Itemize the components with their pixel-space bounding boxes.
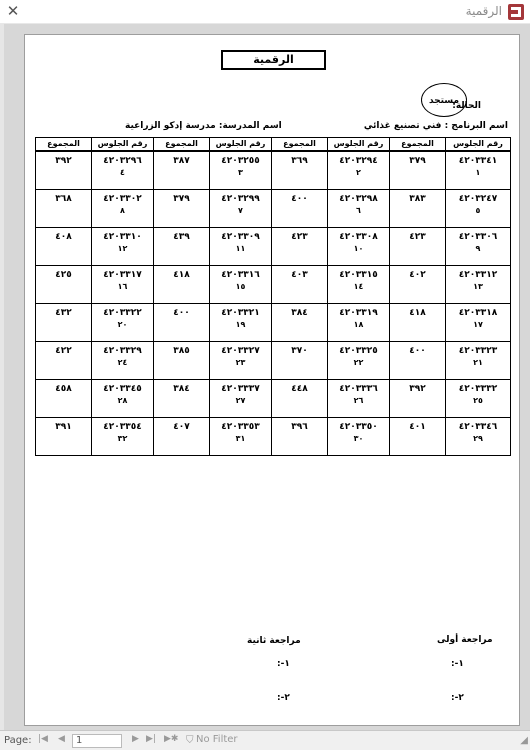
second-review-line-2: ٢-: (277, 693, 290, 703)
serial-number: ١١ (235, 243, 246, 253)
total-cell (36, 417, 92, 455)
window-title: الرقمية (465, 4, 502, 18)
total-cell (390, 379, 446, 417)
total-cell (36, 227, 92, 265)
first-page-icon[interactable]: |◀ (38, 734, 48, 744)
cell-value: ٣٩٢ (55, 156, 72, 166)
table-row (36, 189, 511, 227)
seat-number-cell (92, 189, 154, 227)
cell-value: ٤٠٠ (291, 193, 308, 204)
serial-number: ٢٢ (353, 357, 364, 367)
cell-value: ٤٢٠٣٣٥٣ (221, 421, 260, 432)
total-cell (390, 303, 446, 341)
cell-value: ٣٦٨ (55, 193, 72, 204)
cell-value: ٤٢٠٣٣١٦ (221, 269, 260, 280)
results-table (35, 137, 511, 456)
cell-value: ٤٤٨ (291, 383, 308, 394)
seat-number-cell (92, 151, 154, 189)
cell-value: ٤٢٠٣٣٠٦ (458, 231, 498, 242)
seat-number-cell (92, 341, 154, 379)
serial-number: ٥ (475, 205, 481, 215)
cell-value: ٤٢٠٣٢٩٦ (103, 156, 142, 166)
seat-number-cell (446, 341, 511, 379)
cell-value: ٤٢٠٣٢٩٤ (339, 156, 378, 166)
total-cell (154, 379, 210, 417)
total-cell (154, 151, 210, 189)
cell-value: ٤٢٠٣٣١٩ (339, 307, 378, 318)
program-name: اسم البرنامج : فني تصنيع غذائي (363, 121, 508, 131)
serial-number: ١٩ (235, 319, 246, 329)
cell-value: ٤١٨ (173, 269, 190, 280)
table-row (36, 417, 511, 455)
cell-value: ٤٢٠٣٣٤١ (458, 156, 498, 166)
cell-value: ٤٠٠ (409, 345, 426, 356)
seat-number-cell (92, 417, 154, 455)
serial-number: ٢٩ (473, 433, 483, 443)
seat-number-cell (446, 417, 511, 455)
cell-value: ٣٩٦ (291, 421, 308, 432)
total-cell (272, 379, 328, 417)
cell-value: ٤٢٠٣٣٤٦ (458, 421, 498, 432)
page-number-input[interactable]: 1 (72, 734, 122, 748)
serial-number: ٢ (356, 168, 361, 177)
serial-number: ٢٨ (117, 395, 128, 405)
status-label: الحالة: (452, 101, 481, 111)
column-header: المجموع (390, 138, 446, 152)
seat-number-cell (92, 265, 154, 303)
total-cell (154, 303, 210, 341)
cell-value: ٤٢٠٣٣٢١ (221, 307, 260, 318)
cell-value: ٤٢٠٣٣١٠ (103, 231, 142, 242)
cell-value: ٤٢٠٣٣٣٧ (221, 383, 260, 394)
seat-number-cell (92, 379, 154, 417)
column-header: المجموع (36, 138, 92, 152)
first-review-title: مراجعة أولى (437, 635, 493, 645)
serial-number: ١٠ (353, 243, 364, 253)
seat-number-cell (210, 227, 272, 265)
seat-number-cell (328, 341, 390, 379)
cell-value: ٤٠٧ (173, 421, 190, 432)
first-review-line-2: ٢-: (451, 693, 464, 703)
total-cell (154, 341, 210, 379)
window-titlebar (0, 0, 530, 24)
table-row (36, 227, 511, 265)
seat-number-cell (210, 265, 272, 303)
serial-number: ٧ (238, 205, 243, 215)
serial-number: ٣١ (235, 433, 246, 443)
seat-number-cell (92, 303, 154, 341)
cell-value: ٤٢٠٣٣٣٢ (458, 383, 498, 394)
previous-page-icon[interactable]: ◀ (58, 734, 65, 744)
first-review-line-1: ١-: (451, 659, 464, 669)
cell-value: ٤٢٠٣٣٠٢ (103, 193, 142, 204)
total-cell (154, 189, 210, 227)
seat-number-cell (210, 303, 272, 341)
new-record-icon[interactable]: ▶✱ (164, 734, 179, 744)
cell-value: ٤٢٣ (291, 231, 308, 242)
seat-number-cell (446, 265, 511, 303)
column-header: رقم الجلوس (210, 138, 272, 152)
table-row (36, 265, 511, 303)
total-cell (272, 341, 328, 379)
serial-number: ٢٥ (473, 395, 483, 405)
cell-value: ٤٥٨ (55, 383, 72, 394)
total-cell (36, 265, 92, 303)
total-cell (272, 151, 328, 189)
total-cell (272, 227, 328, 265)
cell-value: ٤٢٣ (409, 231, 426, 242)
cell-value: ٤٢٠٣٣١٨ (458, 307, 498, 318)
total-cell (272, 189, 328, 227)
table-row (36, 303, 511, 341)
cell-value: ٣٦٩ (291, 156, 308, 166)
cell-value: ٤٣٢ (55, 307, 72, 318)
total-cell (154, 417, 210, 455)
access-report-icon (508, 4, 524, 20)
page-label: Page: (4, 735, 32, 746)
second-review-title: مراجعة ثانية (247, 636, 301, 646)
cell-value: ٣٨٣ (409, 193, 426, 204)
cell-value: ٤٠٣ (291, 269, 308, 280)
seat-number-cell (210, 189, 272, 227)
total-cell (390, 151, 446, 189)
table-row (36, 151, 511, 189)
column-header: رقم الجلوس (328, 138, 390, 152)
cell-value: ٤٢٢ (55, 345, 72, 356)
total-cell (390, 265, 446, 303)
serial-number: ٤ (120, 168, 125, 177)
serial-number: ٨ (120, 205, 125, 215)
seat-number-cell (328, 303, 390, 341)
column-header: رقم الجلوس (446, 138, 511, 152)
table-header-row (36, 138, 511, 152)
total-cell (272, 265, 328, 303)
table-row (36, 341, 511, 379)
total-cell (36, 303, 92, 341)
cell-value: ٤٢٥ (55, 269, 72, 280)
serial-number: ١٨ (353, 319, 364, 329)
no-filter-button[interactable]: No Filter (196, 734, 238, 745)
cell-value: ٤٠١ (409, 421, 426, 432)
total-cell (390, 227, 446, 265)
cell-value: ٣٩١ (55, 421, 72, 432)
cell-value: ٣٨٧ (173, 156, 190, 166)
cell-value: ٤٢٠٣٣١٢ (458, 269, 498, 280)
serial-number: ٢٧ (235, 395, 246, 405)
total-cell (36, 341, 92, 379)
school-name: اسم المدرسة: مدرسة إدكو الزراعية (125, 121, 282, 131)
second-review-line-1: ١-: (277, 659, 290, 669)
last-page-icon[interactable]: ▶| (146, 734, 156, 744)
cell-value: ٤٢٠٣٣٥٤ (103, 421, 142, 432)
resize-grip-icon[interactable]: ◢ (520, 735, 528, 746)
column-header: المجموع (154, 138, 210, 152)
seat-number-cell (328, 265, 390, 303)
column-header: رقم الجلوس (92, 138, 154, 152)
table-row (36, 379, 511, 417)
seat-number-cell (210, 417, 272, 455)
serial-number: ٩ (475, 243, 481, 253)
total-cell (272, 417, 328, 455)
seat-number-cell (210, 341, 272, 379)
total-cell (36, 379, 92, 417)
serial-number: ١ (475, 168, 481, 177)
cell-value: ٤٢٠٣٣٢٢ (103, 307, 142, 318)
cell-value: ٤٢٠٣٣٠٨ (339, 231, 378, 242)
cell-value: ٤٢٠٣٣٣٦ (339, 383, 378, 394)
serial-number: ٣٢ (117, 433, 128, 443)
cell-value: ٣٧٩ (173, 193, 190, 204)
total-cell (36, 189, 92, 227)
total-cell (390, 189, 446, 227)
serial-number: ٢١ (473, 357, 483, 367)
total-cell (272, 303, 328, 341)
cell-value: ٤٢٠٣٣٥٠ (339, 421, 378, 432)
seat-number-cell (328, 189, 390, 227)
close-icon[interactable]: ✕ (6, 2, 20, 20)
status-value: مستجد (428, 96, 460, 106)
seat-number-cell (210, 379, 272, 417)
seat-number-cell (446, 151, 511, 189)
cell-value: ٤٢٠٣٣٢٩ (103, 345, 142, 356)
cell-value: ٤٣٩ (173, 231, 190, 242)
cell-value: ٤٢٠٣٣٢٧ (221, 345, 260, 356)
serial-number: ٣٠ (353, 433, 364, 443)
cell-value: ٤٠٨ (55, 231, 72, 242)
seat-number-cell (328, 151, 390, 189)
column-header: المجموع (272, 138, 328, 152)
cell-value: ٤٠٢ (409, 269, 426, 280)
serial-number: ١٥ (235, 281, 246, 291)
serial-number: ١٢ (117, 243, 128, 253)
seat-number-cell (328, 379, 390, 417)
report-page (24, 34, 520, 726)
seat-number-cell (446, 303, 511, 341)
seat-number-cell (328, 227, 390, 265)
cell-value: ٣٧٠ (291, 345, 308, 356)
cell-value: ٤٢٠٣٣١٥ (339, 269, 378, 280)
serial-number: ١٦ (117, 281, 128, 291)
cell-value: ٤٢٠٣٣١٧ (103, 269, 142, 280)
report-viewer[interactable] (4, 24, 530, 730)
total-cell (390, 341, 446, 379)
total-cell (390, 417, 446, 455)
serial-number: ٦ (356, 205, 361, 215)
cell-value: ٣٨٤ (173, 383, 190, 394)
serial-number: ١٣ (473, 281, 483, 291)
serial-number: ٢٤ (117, 357, 128, 367)
cell-value: ٤٢٠٣٣٤٥ (103, 383, 142, 394)
serial-number: ٣ (238, 168, 243, 177)
record-navigation-bar (0, 730, 530, 750)
seat-number-cell (210, 151, 272, 189)
funnel-icon[interactable]: ⛉ (186, 735, 194, 746)
cell-value: ٣٨٥ (173, 345, 190, 356)
cell-value: ٤٢٠٣٢٩٩ (221, 193, 260, 204)
cell-value: ٣٩٢ (409, 383, 426, 394)
cell-value: ٤٢٠٣٣٢٣ (458, 345, 498, 356)
serial-number: ١٧ (473, 319, 483, 329)
total-cell (36, 151, 92, 189)
cell-value: ٤١٨ (409, 307, 426, 318)
cell-value: ٣٧٩ (409, 156, 426, 166)
seat-number-cell (446, 227, 511, 265)
total-cell (154, 265, 210, 303)
serial-number: ١٤ (353, 281, 364, 291)
cell-value: ٤٢٠٣٣٢٥ (339, 345, 378, 356)
cell-value: ٤٠٠ (173, 307, 190, 318)
total-cell (154, 227, 210, 265)
cell-value: ٤٢٠٣٢٩٨ (339, 193, 378, 204)
cell-value: ٤٢٠٣٢٥٥ (221, 156, 260, 166)
seat-number-cell (446, 379, 511, 417)
cell-value: ٣٨٤ (291, 307, 308, 318)
serial-number: ٢٣ (235, 357, 246, 367)
seat-number-cell (328, 417, 390, 455)
serial-number: ٢٠ (117, 319, 128, 329)
seat-number-cell (446, 189, 511, 227)
cell-value: ٤٢٠٣٣٠٩ (221, 231, 260, 242)
report-title: الرقمية (221, 50, 326, 70)
next-page-icon[interactable]: ▶ (132, 734, 139, 744)
serial-number: ٢٦ (353, 395, 364, 405)
cell-value: ٤٢٠٣٢٤٧ (458, 193, 498, 204)
seat-number-cell (92, 227, 154, 265)
